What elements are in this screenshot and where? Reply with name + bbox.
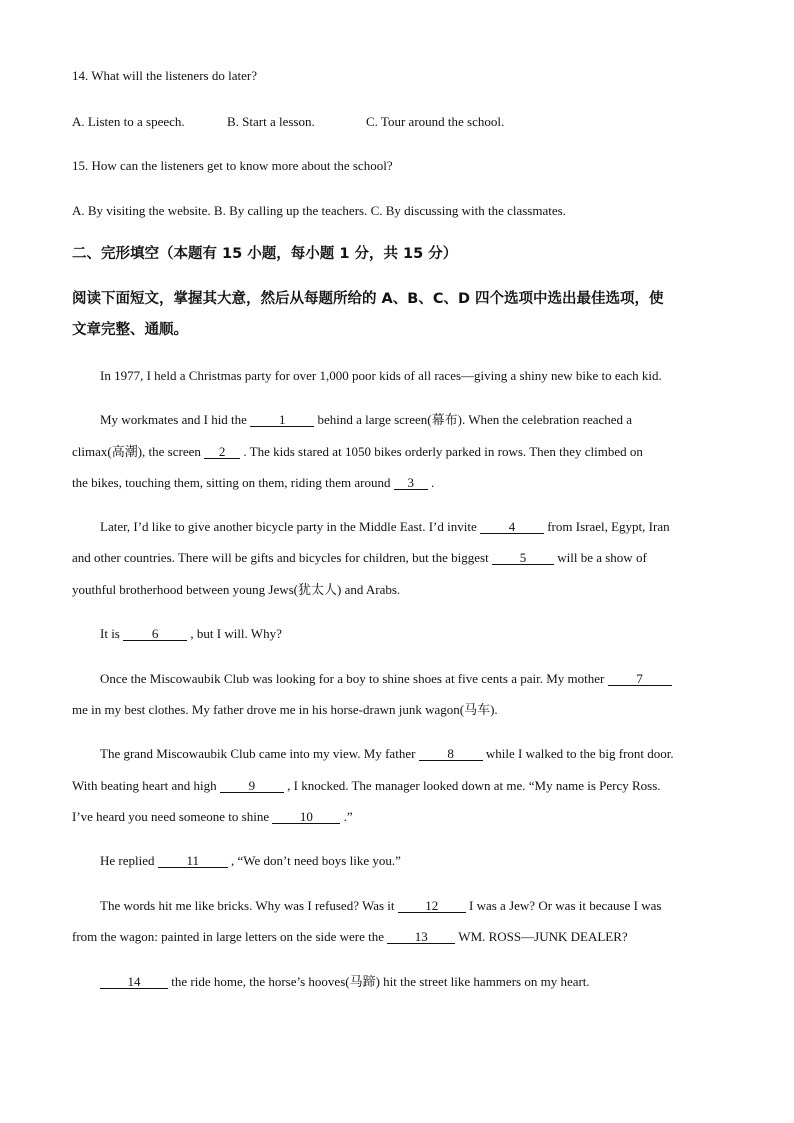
paragraph-6-line-3	[72, 809, 353, 825]
section-instruction-line-2: 文章完整、通顺。	[72, 322, 188, 338]
blank-14[interactable]: 14	[100, 975, 168, 989]
text-segment: the bikes, touching them, sitting on them, riding them around	[72, 475, 391, 490]
text-segment: .”	[343, 809, 353, 824]
blank-8[interactable]: 8	[419, 747, 483, 761]
text-segment: I’ve heard you need someone to shine	[72, 809, 270, 824]
section-instruction-line-1: 阅读下面短文，掌握其大意，然后从每题所给的 A、B、C、D 四个选项中选出最佳选项，使	[72, 291, 664, 307]
text-segment: I was a Jew? Or was it because I was	[469, 898, 662, 913]
paragraph-9	[100, 974, 590, 990]
text-segment: The words hit me like bricks. Why was I refused? Was it	[100, 898, 395, 913]
text-segment: and other countries. There will be gifts and bicycles for children, but the biggest	[72, 550, 489, 565]
blank-6[interactable]: 6	[123, 627, 187, 641]
text-segment: It is	[100, 626, 120, 641]
text-segment: He replied	[100, 853, 155, 868]
text-segment: My workmates and I hid the	[100, 412, 247, 427]
text-segment: the ride home, the horse’s hooves(马蹄) hit the street like hammers on my heart.	[171, 974, 590, 989]
text-segment: will be a show of	[557, 550, 647, 565]
paragraph-3-line-2	[72, 550, 647, 566]
blank-13[interactable]: 13	[387, 930, 455, 944]
blank-5[interactable]: 5	[492, 551, 554, 565]
blank-12[interactable]: 12	[398, 899, 466, 913]
paragraph-3-line-1	[100, 519, 670, 535]
text-segment: while I walked to the big front door.	[485, 746, 674, 761]
text-segment: Once the Miscowaubik Club was looking for a boy to shine shoes at five cents a pair. My mother	[100, 671, 605, 686]
text-segment: , but I will. Why?	[190, 626, 282, 641]
paragraph-2-line-3	[72, 475, 434, 491]
blank-3[interactable]: 3	[394, 476, 428, 490]
blank-11[interactable]: 11	[158, 854, 228, 868]
text-segment: from the wagon: painted in large letters on the side were the	[72, 929, 385, 944]
paragraph-5-line-1	[100, 671, 672, 687]
blank-7[interactable]: 7	[608, 672, 672, 686]
text-segment: .	[430, 475, 435, 490]
question-15-options: A. By visiting the website. B. By calling up the teachers. C. By discussing with the classmates.	[72, 203, 566, 218]
blank-10[interactable]: 10	[272, 810, 340, 824]
text-segment: . The kids stared at 1050 bikes orderly parked in rows. Then they climbed on	[243, 444, 643, 459]
blank-9[interactable]: 9	[220, 779, 284, 793]
text-segment: from Israel, Egypt, Iran	[547, 519, 670, 534]
text-segment: The grand Miscowaubik Club came into my view. My father	[100, 746, 416, 761]
text-segment: , “We don’t need boys like you.”	[231, 853, 401, 868]
blank-2[interactable]: 2	[204, 445, 240, 459]
text-segment: behind a large screen(幕布). When the celebration reached a	[317, 412, 633, 427]
paragraph-1: In 1977, I held a Christmas party for over 1,000 poor kids of all races—giving a shiny new bike to each kid.	[100, 368, 662, 383]
paragraph-6-line-2	[72, 778, 661, 794]
question-14-option-a: A. Listen to a speech.	[72, 114, 185, 129]
question-14-option-b: B. Start a lesson.	[227, 114, 315, 129]
question-15-stem: 15. How can the listeners get to know more about the school?	[72, 158, 393, 173]
paragraph-8-line-1	[100, 898, 661, 914]
paragraph-8-line-2	[72, 929, 628, 945]
text-segment: WM. ROSS—JUNK DEALER?	[458, 929, 628, 944]
blank-1[interactable]: 1	[250, 413, 314, 427]
text-segment: With beating heart and high	[72, 778, 217, 793]
text-segment: , I knocked. The manager looked down at me. “My name is Percy Ross.	[287, 778, 661, 793]
paragraph-7	[100, 853, 401, 869]
paragraph-2-line-1	[100, 412, 632, 428]
paragraph-2-line-2	[72, 444, 643, 460]
question-14-stem: 14. What will the listeners do later?	[72, 68, 257, 83]
paragraph-6-line-1	[100, 746, 674, 762]
question-14-option-c: C. Tour around the school.	[366, 114, 505, 129]
blank-4[interactable]: 4	[480, 520, 544, 534]
paragraph-4	[100, 626, 282, 642]
text-segment: climax(高潮), the screen	[72, 444, 201, 459]
paragraph-3-line-3: youthful brotherhood between young Jews(犹太人) and Arabs.	[72, 582, 401, 597]
text-segment: Later, I’d like to give another bicycle party in the Middle East. I’d invite	[100, 519, 477, 534]
paragraph-5-line-2: me in my best clothes. My father drove me in his horse-drawn junk wagon(马车).	[72, 702, 498, 717]
section-title: 二、完形填空（本题有 15 小题，每小题 1 分，共 15 分）	[72, 246, 458, 262]
